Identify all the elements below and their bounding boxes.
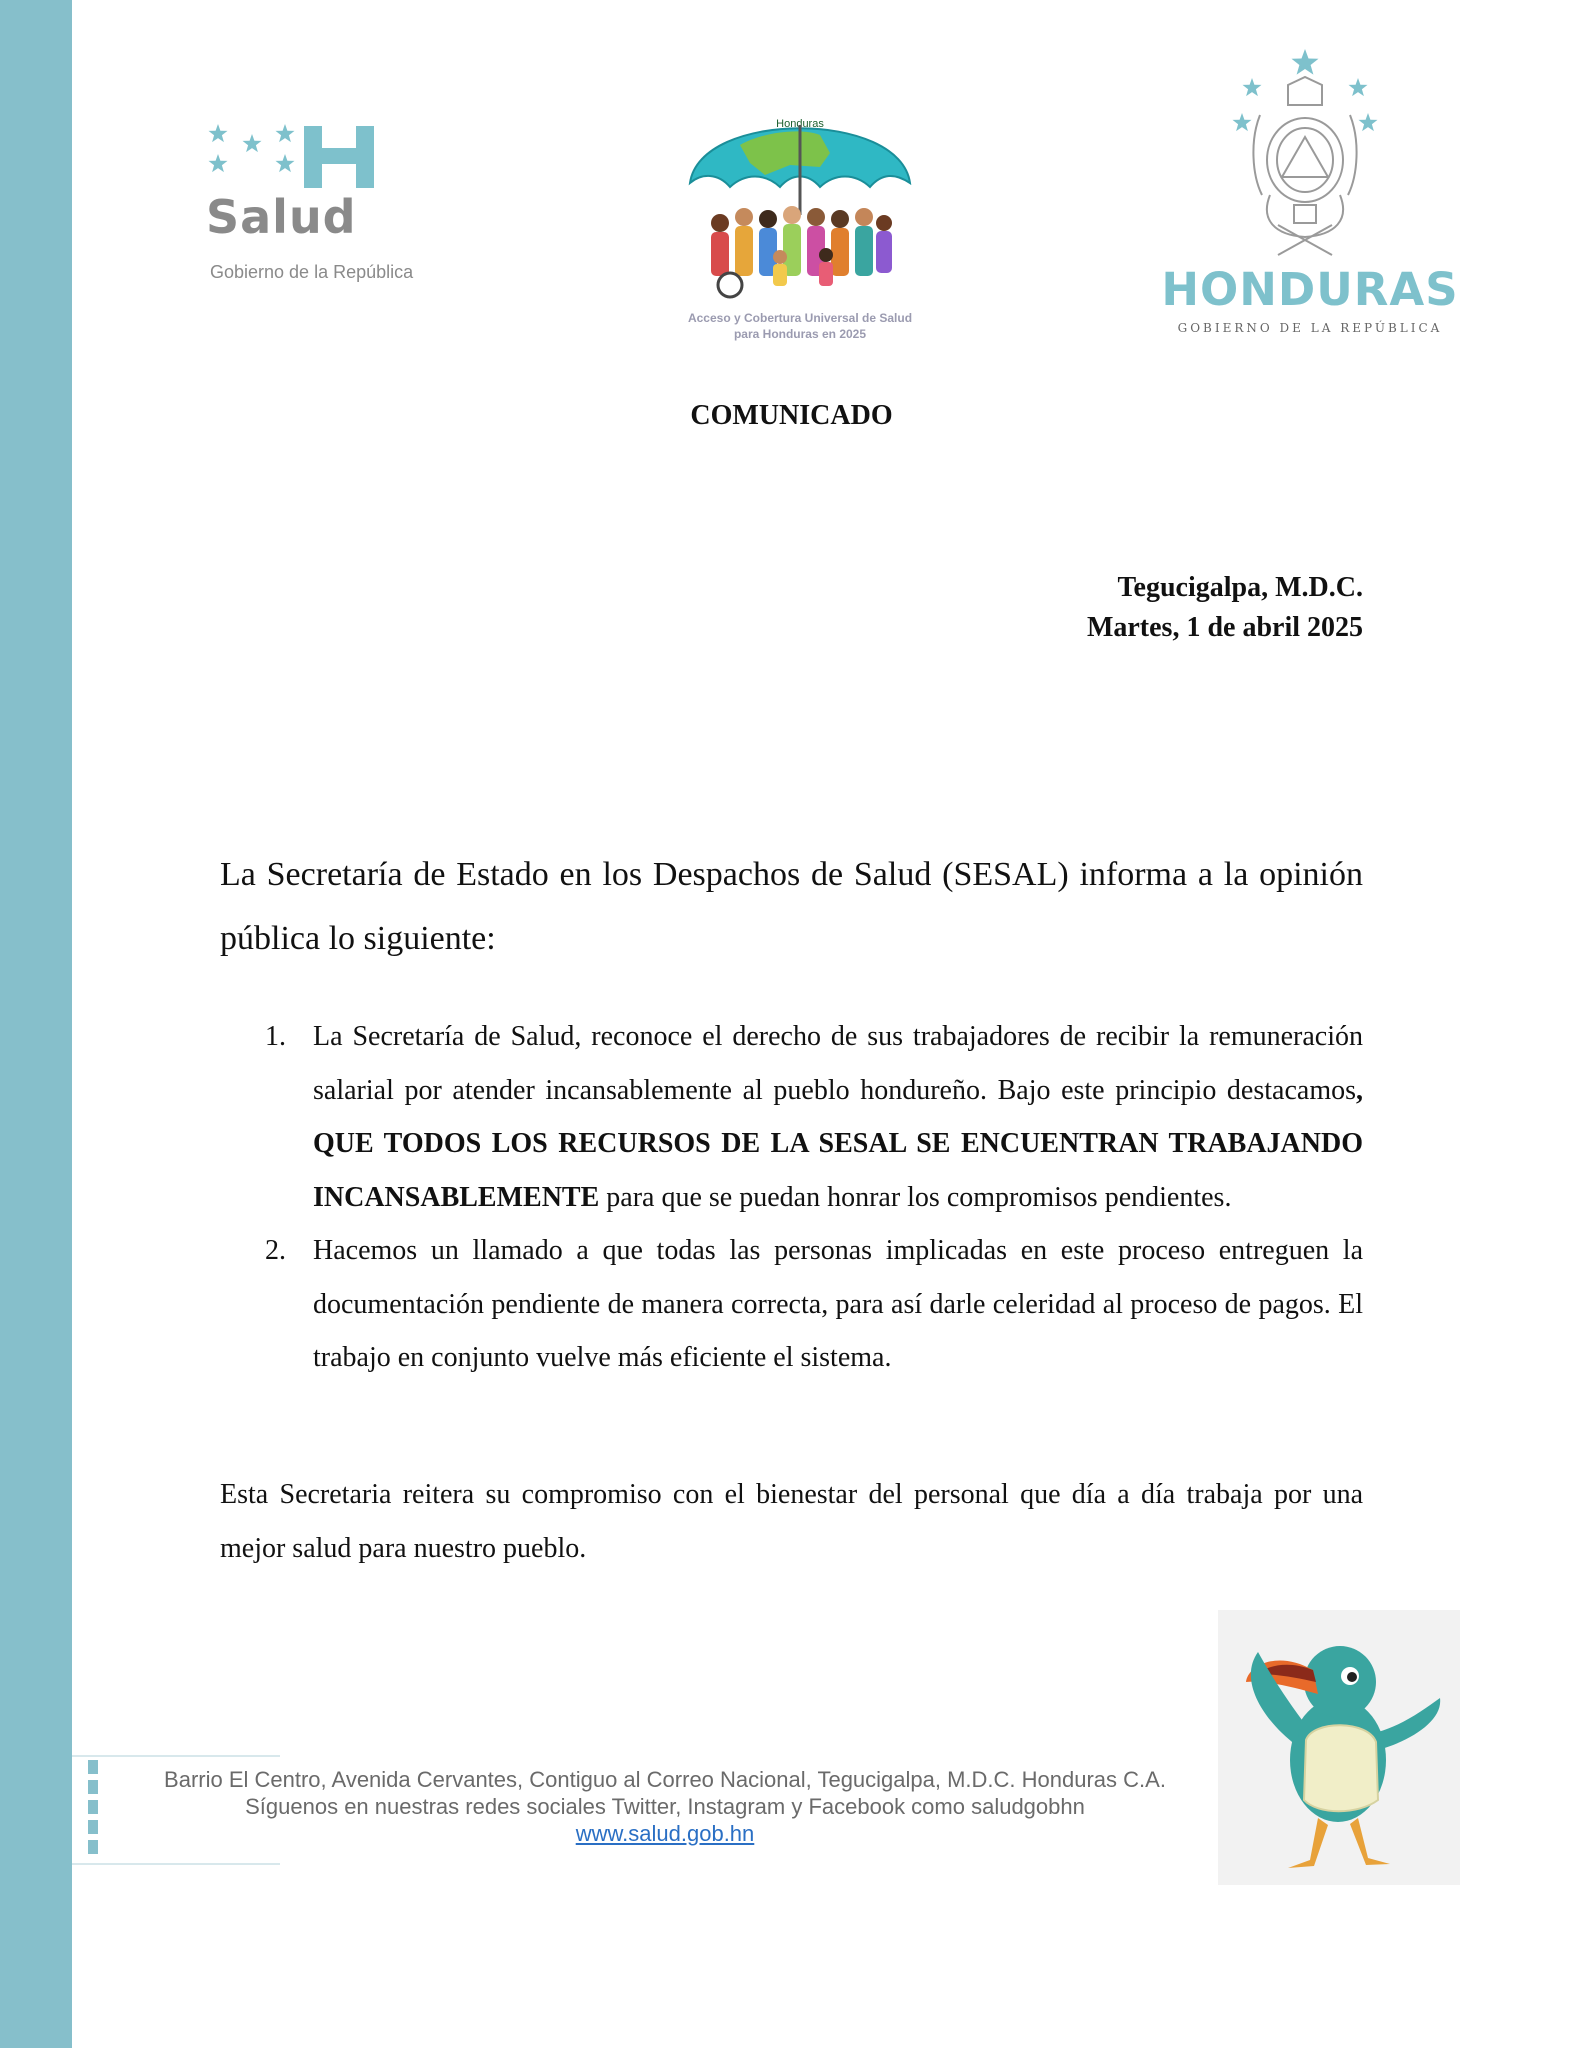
document-title: COMUNICADO: [690, 400, 893, 431]
closing-paragraph: Esta Secretaria reitera su compromiso con el bienestar del personal que día a día trabaja por una mejor salud para nuestro pueblo.: [220, 1479, 1363, 1564]
umbrella-label: Honduras: [776, 118, 824, 130]
toucan-icon: [1218, 1610, 1460, 1885]
place-line: Tegucigalpa, M.D.C.: [1117, 572, 1363, 603]
list-item: [265, 1224, 1363, 1385]
item-text-bold: , QUE TODOS LOS RECURSOS DE LA SESAL SE ENCUENTRAN TRABAJANDO INCANSABLEMENTE: [313, 1074, 1363, 1213]
item-text: Hacemos un llamado a que todas las personas implicadas en este proceso entreguen la documentación pendiente de manera correcta, para así darle celeridad al proceso de pagos. El trabajo en conjunto vuelve más eficiente el sistema.: [313, 1235, 1363, 1373]
umbrella-people-icon: [670, 105, 930, 320]
footer: [130, 1766, 1200, 1847]
people-group: [711, 206, 892, 297]
item-text-after: para que se puedan honrar los compromisos pendientes.: [599, 1181, 1232, 1213]
stars-icon: [200, 118, 300, 188]
footer-accent: [88, 1760, 98, 1858]
list-item: [265, 1010, 1363, 1224]
intro-paragraph: La Secretaría de Estado en los Despachos de Salud (SESAL) informa a la opinión pública lo siguiente:: [220, 856, 1363, 957]
item-number: 2.: [265, 1235, 286, 1266]
salud-logo-name: Salud: [206, 190, 357, 244]
website-link[interactable]: www.salud.gob.hn: [575, 1821, 755, 1846]
place-date-block: [1087, 568, 1363, 648]
h-letter-icon: [304, 126, 374, 188]
honduras-logo-subtitle: GOBIERNO DE LA REPÚBLICA: [1177, 321, 1443, 335]
left-accent-bar: [0, 0, 72, 2048]
umbrella-caption-line2: para Honduras en 2025: [733, 327, 867, 341]
honduras-logo-name: HONDURAS: [1161, 263, 1459, 316]
coat-of-arms-icon: [1230, 45, 1380, 260]
footer-address: Barrio El Centro, Avenida Cervantes, Contiguo al Correo Nacional, Tegucigalpa, M.D.C. Honduras C.A.: [164, 1767, 1166, 1792]
salud-logo-subtitle: Gobierno de la República: [210, 262, 414, 282]
salud-logo: [200, 118, 440, 293]
date-line: Martes, 1 de abril 2025: [1086, 612, 1363, 643]
honduras-logo: [1160, 45, 1460, 345]
statement-list: [265, 1010, 1363, 1385]
item-text-before: La Secretaría de Salud, reconoce el derecho de sus trabajadores de recibir la remuneración salarial por atender incansablemente al pueblo hondureño. Bajo este principio destacamos: [313, 1021, 1363, 1106]
universal-health-logo: [670, 105, 930, 350]
toucan-mascot: [1218, 1610, 1460, 1885]
item-number: 1.: [265, 1021, 286, 1052]
footer-social: Síguenos en nuestras redes sociales Twitter, Instagram y Facebook como saludgobhn: [245, 1794, 1085, 1819]
umbrella-caption-line1: Acceso y Cobertura Universal de Salud: [687, 311, 913, 325]
